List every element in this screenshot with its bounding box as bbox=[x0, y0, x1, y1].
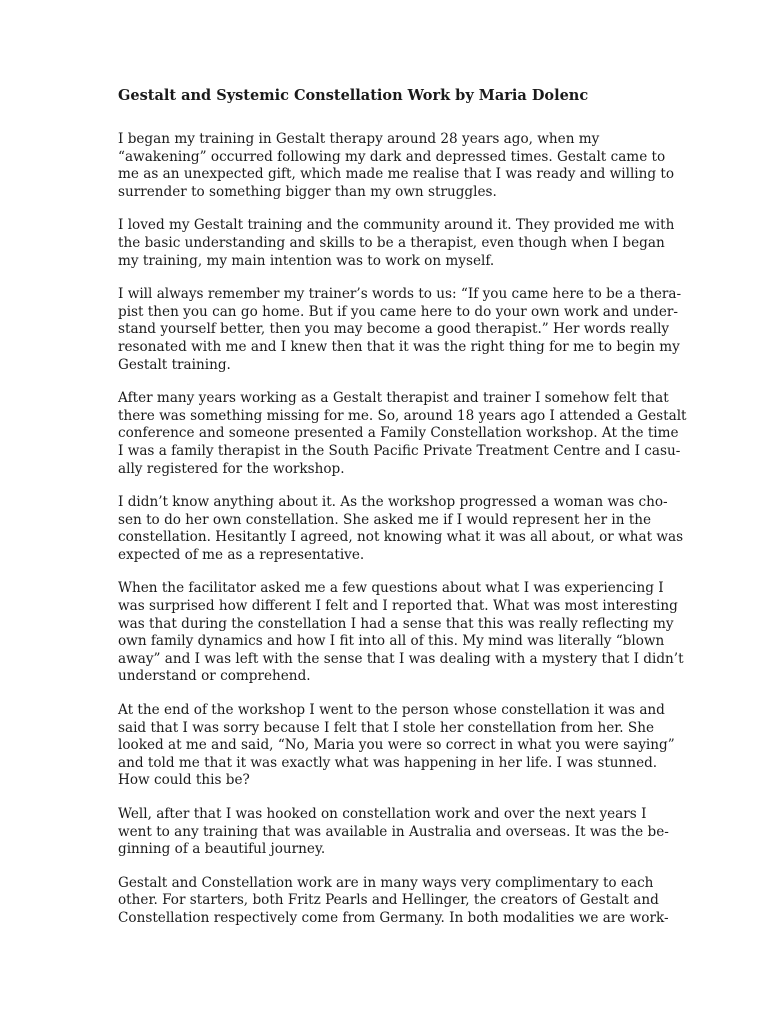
text-line: stand yourself better, then you may become a good therapist.” Her words really bbox=[118, 321, 670, 338]
paragraph bbox=[118, 580, 684, 686]
document-body bbox=[118, 86, 687, 944]
text-line: When the facilitator asked me a few questions about what I was experiencing I bbox=[118, 580, 664, 597]
text-line: went to any training that was available in Australia and overseas. It was the be- bbox=[118, 823, 669, 840]
paragraph bbox=[118, 702, 675, 790]
paragraph bbox=[118, 217, 675, 270]
text-line: How could this be? bbox=[118, 772, 250, 789]
text-line: said that I was sorry because I felt that I stole her constellation from her. She bbox=[118, 719, 655, 736]
paragraph bbox=[118, 806, 669, 859]
text-line: own family dynamics and how I fit into all of this. My mind was literally “blown bbox=[118, 633, 665, 650]
text-line: Gestalt and Constellation work are in many ways very complimentary to each bbox=[118, 874, 654, 891]
text-line: Gestalt training. bbox=[118, 356, 231, 373]
text-line: pist then you can go home. But if you came here to do your own work and under- bbox=[118, 303, 679, 320]
text-line: me as an unexpected gift, which made me realise that I was ready and willing to bbox=[118, 166, 675, 183]
text-line: I will always remember my trainer’s words to us: “If you came here to be a thera- bbox=[118, 286, 682, 303]
text-line: surrender to something bigger than my own struggles. bbox=[118, 183, 497, 200]
text-line: I began my training in Gestalt therapy around 28 years ago, when my bbox=[118, 131, 600, 147]
text-line: conference and someone presented a Family Constellation workshop. At the time bbox=[118, 425, 679, 442]
text-line: Well, after that I was hooked on constellation work and over the next years I bbox=[118, 806, 647, 822]
text-line: expected of me as a representative. bbox=[118, 546, 365, 563]
text-line: ally registered for the workshop. bbox=[118, 460, 345, 477]
paragraph bbox=[118, 131, 675, 201]
text-line: and told me that it was exactly what was happening in her life. I was stunned. bbox=[118, 754, 658, 771]
text-line: my training, my main intention was to work on myself. bbox=[118, 252, 495, 269]
text-line: At the end of the workshop I went to the person whose constellation it was and bbox=[118, 702, 665, 719]
text-line: looked at me and said, “No, Maria you were so correct in what you were saying” bbox=[118, 737, 675, 754]
document-title: Gestalt and Systemic Constellation Work by Maria Dolenc bbox=[118, 87, 589, 104]
text-line: After many years working as a Gestalt therapist and trainer I somehow felt that bbox=[118, 390, 669, 407]
text-line: constellation. Hesitantly I agreed, not knowing what it was all about, or what was bbox=[118, 529, 684, 546]
text-line: resonated with me and I knew then that it was the right thing for me to begin my bbox=[118, 338, 680, 355]
text-line: I was a family therapist in the South Pacific Private Treatment Centre and I casu- bbox=[118, 442, 681, 459]
paragraph bbox=[118, 494, 684, 564]
text-line: I didn’t know anything about it. As the workshop progressed a woman was cho- bbox=[118, 494, 668, 511]
text-line: “awakening” occurred following my dark and depressed times. Gestalt came to bbox=[118, 148, 666, 165]
text-line: Constellation respectively come from Germany. In both modalities we are work- bbox=[118, 909, 669, 926]
text-line: the basic understanding and skills to be a therapist, even though when I began bbox=[118, 234, 665, 251]
text-line: sen to do her own constellation. She asked me if I would represent her in the bbox=[118, 511, 652, 528]
text-line: was that during the constellation I had a sense that this was really reflecting my bbox=[118, 615, 674, 632]
text-line: was surprised how different I felt and I reported that. What was most interesting bbox=[118, 598, 678, 615]
text-line: there was something missing for me. So, around 18 years ago I attended a Gestalt bbox=[118, 407, 687, 424]
paragraph bbox=[118, 286, 682, 374]
text-line: away” and I was left with the sense that I was dealing with a mystery that I didn’t bbox=[118, 650, 684, 667]
paragraph bbox=[118, 874, 669, 928]
text-line: ginning of a beautiful journey. bbox=[118, 841, 326, 858]
text-line: I loved my Gestalt training and the community around it. They provided me with bbox=[118, 217, 675, 234]
paragraph bbox=[118, 390, 687, 478]
text-line: understand or comprehend. bbox=[118, 668, 311, 685]
text-line: other. For starters, both Fritz Pearls and Hellinger, the creators of Gestalt and bbox=[118, 892, 659, 909]
paragraph-list bbox=[118, 131, 687, 928]
